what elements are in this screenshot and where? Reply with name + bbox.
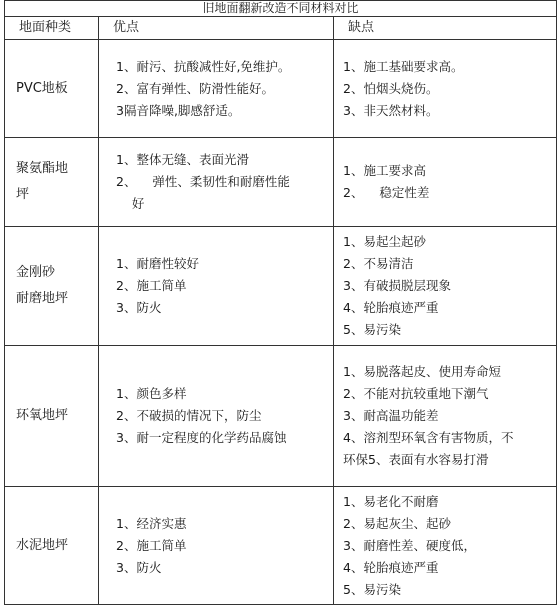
cons-item: 1、施工基础要求高。: [343, 58, 464, 74]
pros-cell: [99, 346, 334, 486]
cons-item: 1、易脱落起皮、使用寿命短: [343, 364, 501, 379]
cons-item: 5、易污染: [343, 581, 401, 597]
cons-item: 4、轮胎痕迹严重: [343, 559, 439, 575]
pros-item: 1、颜色多样: [116, 386, 187, 401]
floor-type-label: 环氧地坪: [16, 408, 69, 423]
floor-type-cell: [5, 227, 99, 345]
pros-item: 3、防火: [116, 559, 162, 575]
floor-type-label: 坪: [16, 187, 30, 202]
header-floor-type: 地面种类: [5, 17, 99, 39]
floor-type-cell: [5, 346, 99, 486]
pros-item: 2、施工简单: [116, 278, 187, 293]
floor-type-label: 耐磨地坪: [16, 291, 69, 306]
pros-item: 2、不破损的情况下，防尘: [116, 408, 262, 423]
floor-type-label: PVC地板: [16, 80, 68, 96]
cons-cell: [334, 138, 556, 226]
comparison-table: [4, 0, 557, 605]
pros-item: 1、耐磨性较好: [116, 256, 199, 271]
cons-item: 5、易污染: [343, 322, 401, 337]
pros-cell: [99, 487, 334, 604]
pros-item: 3、防火: [116, 300, 162, 315]
cons-item: 2、不能对抗较重地下潮气: [343, 386, 489, 401]
header-pros: 优点: [99, 17, 334, 39]
floor-type-cell: [5, 487, 99, 604]
pros-item: 好: [116, 196, 145, 211]
cons-item: 2、易起灰尘、起砂: [343, 515, 451, 531]
cons-item: 1、易老化不耐磨: [343, 493, 439, 509]
cons-item: 1、易起尘起砂: [343, 234, 426, 249]
header-cons: 缺点: [348, 20, 375, 35]
cons-item: 3、有破损脱层现象: [343, 278, 451, 293]
table-row: [5, 346, 556, 487]
table-row: [5, 138, 556, 227]
pros-item: 1、耐污、抗酸减性好,免维护。: [116, 58, 291, 74]
table-header-row: [5, 17, 556, 40]
cons-item: 环保5、表面有水容易打滑: [343, 452, 489, 467]
floor-type-label: 聚氨酯地: [16, 161, 69, 176]
floor-type-cell: [5, 40, 99, 137]
cons-item: 1、施工要求高: [343, 163, 426, 178]
pros-item: 2、施工简单: [116, 537, 187, 553]
cons-item: 3、非天然材料。: [343, 102, 439, 118]
cons-cell: [334, 487, 556, 604]
pros-item: 3隔音降噪,脚感舒适。: [116, 102, 241, 118]
pros-cell: [99, 40, 334, 137]
pros-item: 1、经济实惠: [116, 515, 187, 531]
floor-type-label: 金刚砂: [16, 265, 56, 280]
cons-item: 4、轮胎痕迹严重: [343, 300, 439, 315]
cons-cell: [334, 40, 556, 137]
table-row: [5, 227, 556, 346]
table-title: 旧地面翻新改造不同材料对比: [5, 1, 556, 17]
cons-cell: [334, 346, 556, 486]
cons-item: 4、溶剂型环氧含有害物质，不: [343, 430, 514, 445]
cons-item: 2、 稳定性差: [343, 185, 430, 200]
pros-cell: [99, 138, 334, 226]
pros-item: 3、耐一定程度的化学药品腐蚀: [116, 430, 287, 445]
pros-item: 2、富有弹性、防滑性能好。: [116, 80, 274, 96]
pros-item: 2、 弹性、柔韧性和耐磨性能: [116, 174, 290, 189]
cons-item: 2、不易清洁: [343, 256, 414, 271]
pros-cell: [99, 227, 334, 345]
table-row: [5, 487, 556, 604]
cons-cell: [334, 227, 556, 345]
pros-item: 1、整体无缝、表面光滑: [116, 152, 249, 167]
floor-type-label: 水泥地坪: [16, 537, 69, 553]
table-row: [5, 40, 556, 138]
cons-item: 2、怕烟头烧伤。: [343, 80, 439, 96]
cons-item: 3、耐磨性差、硬度低，: [343, 537, 476, 553]
floor-type-cell: [5, 138, 99, 226]
cons-item: 3、耐高温功能差: [343, 408, 439, 423]
